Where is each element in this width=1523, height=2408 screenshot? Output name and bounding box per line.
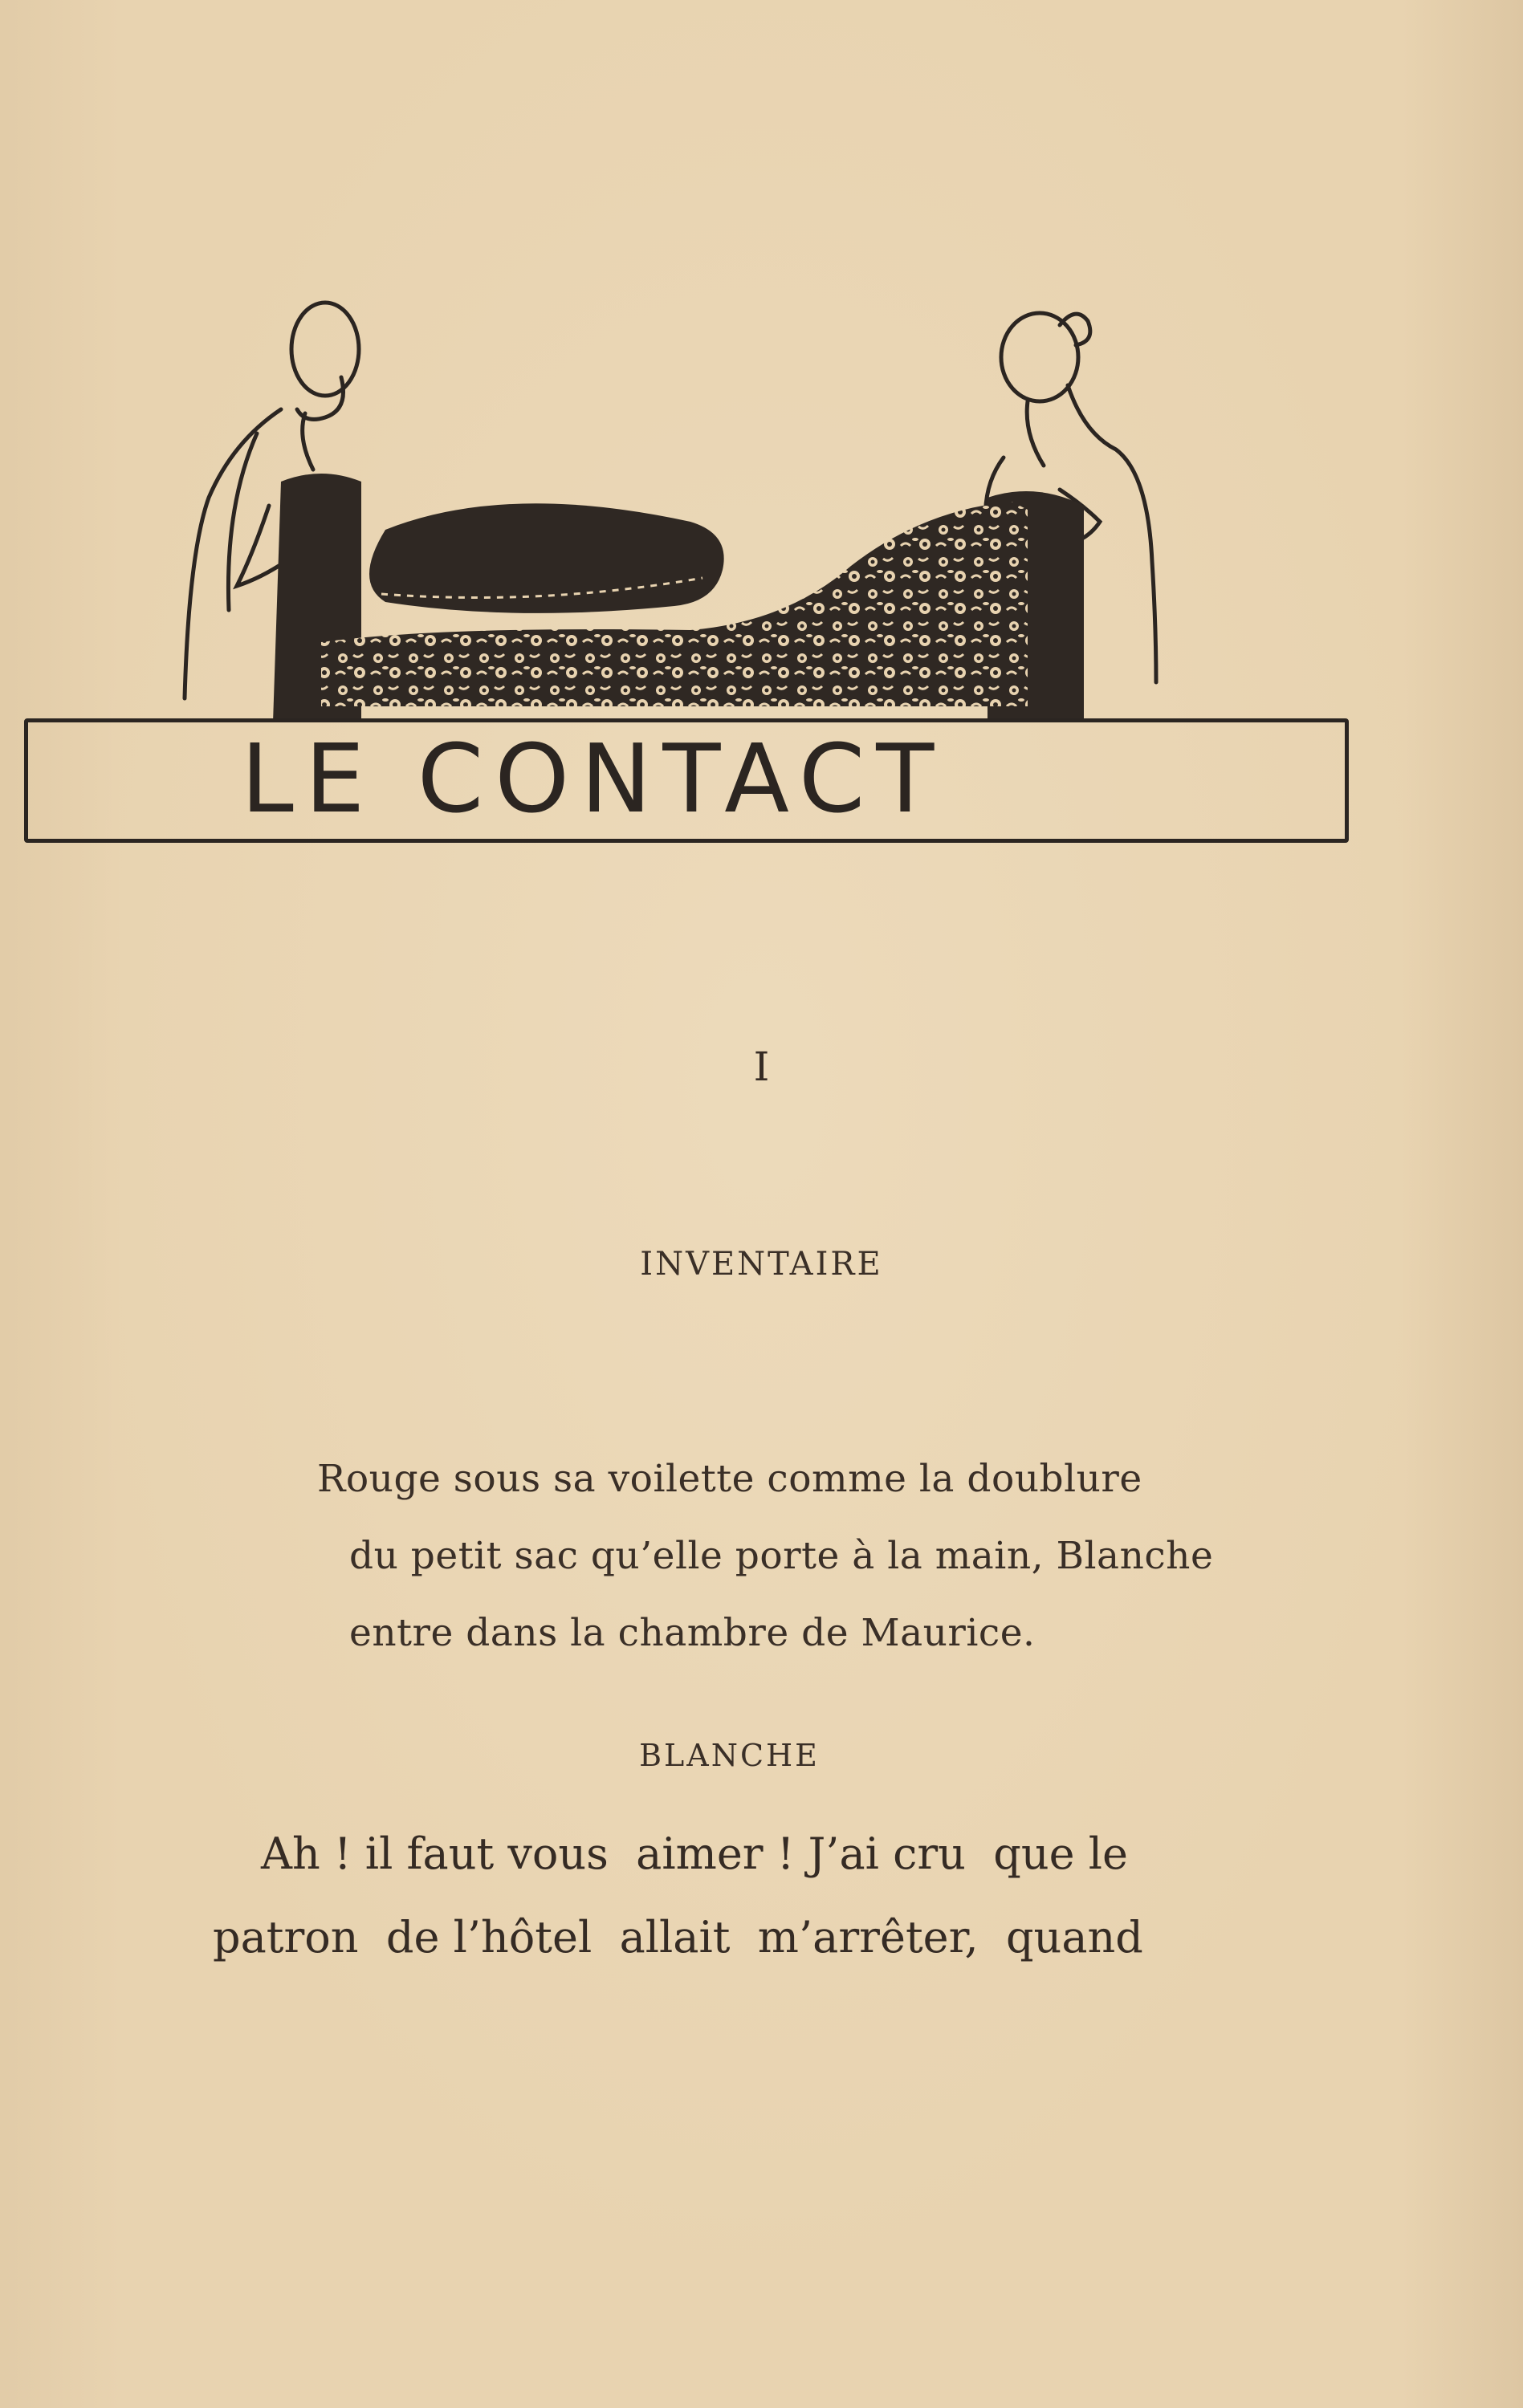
- speaker-name: BLANCHE: [639, 1738, 820, 1773]
- chapter-title: INVENTAIRE: [640, 1246, 883, 1283]
- stage-direction: [317, 1441, 1214, 1672]
- stage-line: Rouge sous sa voilette comme la doublure: [317, 1457, 1142, 1501]
- dialogue-line: Ah ! il faut vous aimer ! J’ai cru que le: [261, 1828, 1128, 1879]
- book-title: LE CONTACT: [241, 723, 946, 834]
- bed: [273, 474, 1084, 722]
- chapter-number: I: [753, 1043, 770, 1090]
- dialogue-text: [213, 1812, 1176, 1979]
- stage-line: entre dans la chambre de Maurice.: [349, 1611, 1036, 1655]
- dialogue-line: patron de l’hôtel allait m’arrêter, quand: [213, 1912, 1143, 1963]
- stage-line: du petit sac qu’elle porte à la main, Blanche: [349, 1534, 1214, 1578]
